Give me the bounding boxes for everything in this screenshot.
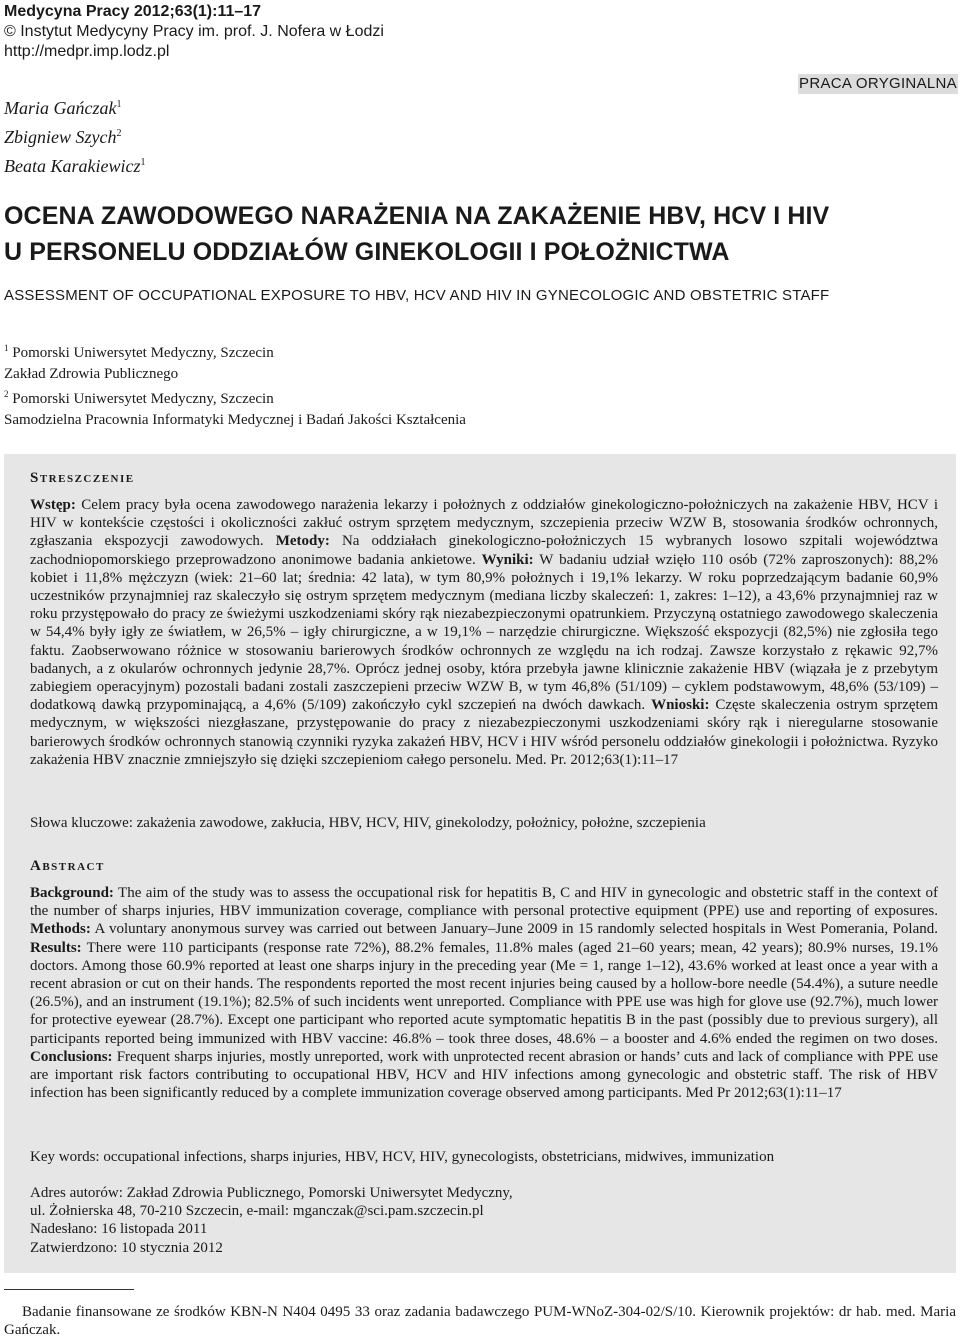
affiliations: $^1$ Pomorski Uniwersytet Medyczny, Szczecin Zakład Zdrowia Publicznego $^2$ Pomorski Uniwersytet Medyczny, Szczecin Samodzielna Pracownia Informatyki Medycznej i Badań Jakości Kształcenia (4, 343, 466, 428)
journal-institute: © Instytut Medycyny Pracy im. prof. J. Nofera w Łodzi (4, 23, 384, 40)
streszczenie-heading: Streszczenie (30, 470, 135, 486)
abstract-box (4, 454, 956, 1273)
streszczenie-keywords: Słowa kluczowe: zakażenia zawodowe, zakłucia, HBV, HCV, HIV, ginekolodzy, położnicy, położne, szczepienia (30, 815, 706, 831)
abstract-keywords: Key words: occupational infections, sharps injuries, HBV, HCV, HIV, gynecologists, obstetricians, midwives, immunization (30, 1149, 775, 1165)
streszczenie-body: Wstęp: Celem pracy była ocena zawodowego narażenia lekarzy i położnych z oddziałów ginekologiczno-położniczych na zakażenie HBV, HCV i HIV w kontekście częstości i okoliczności zakłuć ostrym sprzętem medycznym, szczepienia przeciw WZW B, stosowania środków ochronnych, zgłaszania ekspozycji zawodowych. Metody: Na oddziałach ginekologiczno-położniczych 15 wybranych losowo szpitali województwa zachodniopomorskiego przeprowadzono anonimowe badania ankietowe. Wyniki: W badaniu udział wzięło 110 osób (72% zaproszonych): 88,2% kobiet i 11,8% mężczyzn (wiek: 21–60 lat; średnia: 42 lata), w tym 80,9% położnych i 19,1% lekarzy. W roku poprzedzającym badanie 60,9% uczestników przynajmniej raz skaleczyło się ostrym sprzętem medycznym (mediana liczby skaleczeń: 1, zakres: 1–12), a 43,6% przynajmniej raz w roku przystępowało do pracy ze świeżymi uszkodzeniami skóry rąk niezabezpieczonymi opatrunkiem. Przyczyną ostatniego zawodowego skaleczenia w 54,4% były igły ze światłem, w 26,5% – igły chirurgiczne, a w 19,1% – narzędzie chirurgiczne. Większość ekspozycji (82,5%) nie zgłosiła tego faktu. Zaobserwowano różnice w stosowaniu barierowych środków ochronnych ze względu na ich rodzaj. Zawsze korzystało z rękawic 92,7% badanych, a z okularów ochronnych jedynie 28,7%. Oprócz jednej osoby, która przebyła jawne klinicznie zakażenie HBV (wiązała je z przebytym zabiegiem operacyjnym) pozostali badani zostali zaszczepieni przeciw WZW B, w tym 46,8% (51/109) – cyklem podstawowym, 48,6% (53/109) – dodatkową dawką przypominającą, a 4,6% (5/109) zakończyło cykl szczepień na dwóch dawkach. Wnioski: Częste skaleczenia ostrym sprzętem medycznym, w większości niezgłaszane, przystępowanie do pracy z niezabezpieczonymi uszkodzeniami skóry rąk i nieregularne stosowanie barierowych środków ochronnych stanowią czynniki ryzyka zakażeń HBV, HCV i HIV wśród personelu oddziałów ginekologii i położnictwa. Ryzyko zakażenia HBV znacznie zmniejszyło się dzięki szczepieniom całego personelu. Med. Pr. 2012;63(1):11–17 (30, 497, 938, 768)
author: Zbigniew Szych$^2$ (4, 127, 122, 147)
footnote-divider (4, 1289, 134, 1290)
article-title-english: ASSESSMENT OF OCCUPATIONAL EXPOSURE TO HBV, HCV AND HIV IN GYNECOLOGIC AND OBSTETRIC STAFF (4, 287, 830, 304)
abstract-heading: Abstract (30, 858, 105, 874)
journal-url[interactable]: http://medpr.imp.lodz.pl (4, 43, 170, 60)
article-title: OCENA ZAWODOWEGO NARAŻENIA NA ZAKAŻENIE HBV, HCV I HIV U PERSONELU ODDZIAŁÓW GINEKOLOGII I POŁOŻNICTWA (4, 202, 830, 266)
author: Beata Karakiewicz$^1$ (4, 156, 146, 176)
article-type-badge: PRACA ORYGINALNA (799, 75, 957, 92)
author-list (4, 92, 145, 179)
author: Maria Gańczak$^1$ (4, 98, 122, 118)
correspondence: Adres autorów: Zakład Zdrowia Publicznego, Pomorski Uniwersytet Medyczny, ul. Żołnierska 48, 70-210 Szczecin, e-mail: mganczak@sci.pam.szczecin.pl Nadesłano: 16 listopada 2011 Zatwierdzono: 10 stycznia 2012 (30, 1185, 513, 1256)
journal-header (4, 2, 384, 62)
journal-citation: Medycyna Pracy 2012;63(1):11–17 (4, 3, 262, 20)
abstract-body: Background: The aim of the study was to assess the occupational risk for hepatitis B, C and HIV in gynecologic and obstetric staff in the context of the number of sharps injuries, HBV immunization coverage, compliance with personal protective equipment (PPE) use and reporting of exposures. Methods: A voluntary anonymous survey was carried out between January–June 2009 in 15 randomly selected hospitals in West Pomerania, Poland. Results: There were 110 participants (response rate 72%), 88.2% females, 11.8% males (aged 21–60 years; mean, 42 years); 80.9% nurses, 19.1% doctors. Among those 60.9% reported at least one sharps injury in the preceding year (Me = 1, range 1–12), 43.6% worked at least once a year with a recent abrasion or cut on their hands. The respondents reported the most recent injuries being caused by a hollow-bore needle (54.4%), a suture needle (26.5%), and an instrument (19.1%); 82.5% of such incidents went unreported. Compliance with PPE use was high for glove use (92.7%), much lower for protective eyewear (28.7%). Except one participant who reported acute symptomatic hepatitis B in the past (possibly due to previous surgery), all participants reported being immunized with HBV vaccine: 46.8% – took three doses, 48.6% – a booster and 4.6% ended the regimen on two doses. Conclusions: Frequent sharps injuries, mostly unreported, work with unprotected recent abrasion or hands’ cuts and lack of compliance with PPE use are important risk factors contributing to occupational HBV, HCV and HIV infections among gynecologic and obstetric staff. The risk of HBV infection has been significantly reduced by a complete immunization coverage observed among participants. Med Pr 2012;63(1):11–17 (30, 885, 938, 1102)
funding-footnote: Badanie finansowane ze środków KBN-N N404 0495 33 oraz zadania badawczego PUM-WNoZ-304-02/S/10. Kierownik projektów: dr hab. med. Maria Gańczak. (4, 1304, 956, 1338)
